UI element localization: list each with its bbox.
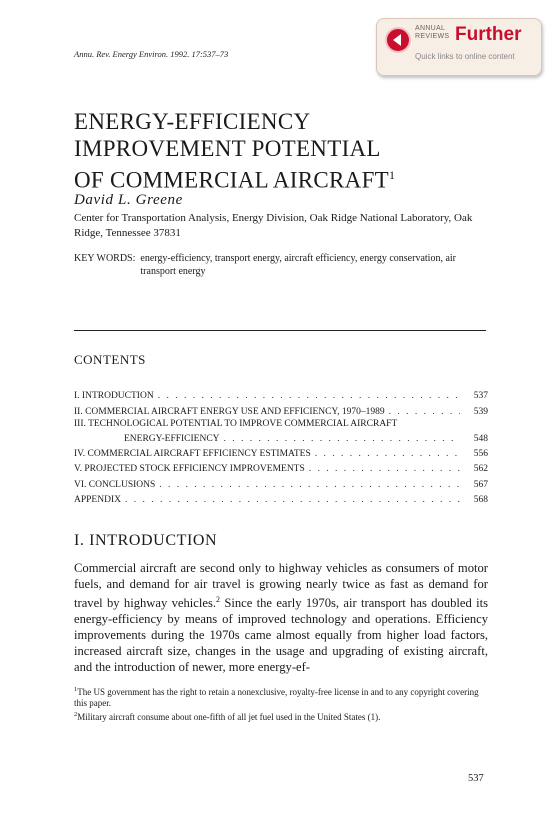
further-subtitle: Quick links to online content (415, 52, 515, 61)
toc-leader (158, 391, 460, 401)
author-affiliation: Center for Transportation Analysis, Energy Division, Oak Ridge National Laboratory, Oak Ridge, Tennessee 37831 (74, 212, 473, 239)
toc-entry[interactable] (74, 490, 488, 505)
toc-entry[interactable] (74, 444, 488, 459)
toc-label: IV. COMMERCIAL AIRCRAFT EFFICIENCY ESTIMATES (74, 449, 311, 460)
footnote (74, 709, 488, 723)
divider (74, 330, 486, 331)
toc-page: 539 (473, 406, 488, 417)
toc-entry[interactable] (74, 459, 488, 474)
toc-page: 537 (473, 391, 488, 402)
toc-leader (224, 434, 460, 444)
page-number: 537 (468, 773, 484, 784)
body-paragraph (74, 560, 488, 675)
toc-entry[interactable] (74, 386, 488, 401)
toc-leader (389, 407, 460, 417)
footnote-mark: 1 (74, 686, 78, 693)
keywords-list: energy-efficiency, transport energy, aircraft efficiency, energy conservation, air transport energy (140, 253, 456, 277)
annual-reviews-arrow-icon (385, 27, 411, 53)
section-heading: I. INTRODUCTION (74, 532, 218, 549)
toc-label: VI. CONCLUSIONS (74, 479, 156, 490)
toc-label: APPENDIX (74, 495, 121, 506)
toc-entry[interactable] (74, 474, 488, 489)
toc-label: II. COMMERCIAL AIRCRAFT ENERGY USE AND EFFICIENCY, 1970–1989 (74, 406, 385, 417)
further-links-badge[interactable] (376, 18, 542, 76)
table-of-contents (74, 386, 488, 505)
keywords (74, 252, 494, 278)
journal-reference: Annu. Rev. Energy Environ. 1992. 17:537–73 (74, 49, 229, 59)
title-footnote-mark: 1 (389, 168, 396, 182)
further-title: Further (455, 24, 522, 45)
footnote (74, 684, 488, 709)
footnote-text: The US government has the right to retain a nonexclusive, royalty-free license in and to any copyright covering this paper. (74, 687, 479, 708)
footnote-ref-2[interactable]: 2 (216, 595, 221, 604)
toc-page: 556 (473, 449, 488, 460)
footnote-text: Military aircraft consume about one-fifth of all jet fuel used in the United States (1). (77, 712, 381, 722)
footnote-mark: 2 (74, 711, 78, 718)
toc-page: 567 (473, 479, 488, 490)
toc-leader (309, 464, 460, 474)
toc-leader (125, 495, 460, 505)
toc-entry[interactable] (74, 401, 488, 416)
toc-leader (159, 480, 460, 490)
body-text-part: Since the early 1970s, air transport has doubled its energy-efficiency by means of improved technology and operations. Efficiency improvements during the 1970s came almost equally from higher load factors, increased aircraft size, changes in the usage and upgrading of existing aircraft, and the introduction of newer, more energy-ef- (74, 596, 488, 675)
toc-label: III. TECHNOLOGICAL POTENTIAL TO IMPROVE COMMERCIAL AIRCRAFT (74, 418, 398, 429)
title-line (74, 162, 395, 194)
footnotes (74, 684, 488, 723)
toc-page: 562 (473, 464, 488, 475)
title-line: IMPROVEMENT POTENTIAL (74, 136, 381, 161)
toc-page: 548 (473, 433, 488, 444)
body-text-part: Commercial aircraft are second only to highway vehicles as consumers of motor fuels, and demand for air travel is growing nearly twice as fast as demand for travel by highway vehicles. (74, 561, 488, 611)
article-title (74, 108, 395, 194)
keywords-label: KEY WORDS: (74, 253, 136, 264)
toc-label: V. PROJECTED STOCK EFFICIENCY IMPROVEMENTS (74, 464, 305, 475)
title-line: ENERGY-EFFICIENCY (74, 109, 311, 134)
contents-heading: CONTENTS (74, 352, 146, 367)
annual-reviews-label: ANNUAL REVIEWS (415, 25, 450, 40)
toc-page: 568 (473, 495, 488, 506)
toc-entry[interactable] (74, 429, 488, 444)
toc-leader (315, 449, 460, 459)
author-name: David L. Greene (74, 192, 183, 208)
toc-entry[interactable] (74, 417, 488, 429)
toc-label: I. INTRODUCTION (74, 391, 154, 402)
toc-label: ENERGY-EFFICIENCY (124, 433, 220, 444)
title-line-text: OF COMMERCIAL AIRCRAFT (74, 167, 390, 193)
